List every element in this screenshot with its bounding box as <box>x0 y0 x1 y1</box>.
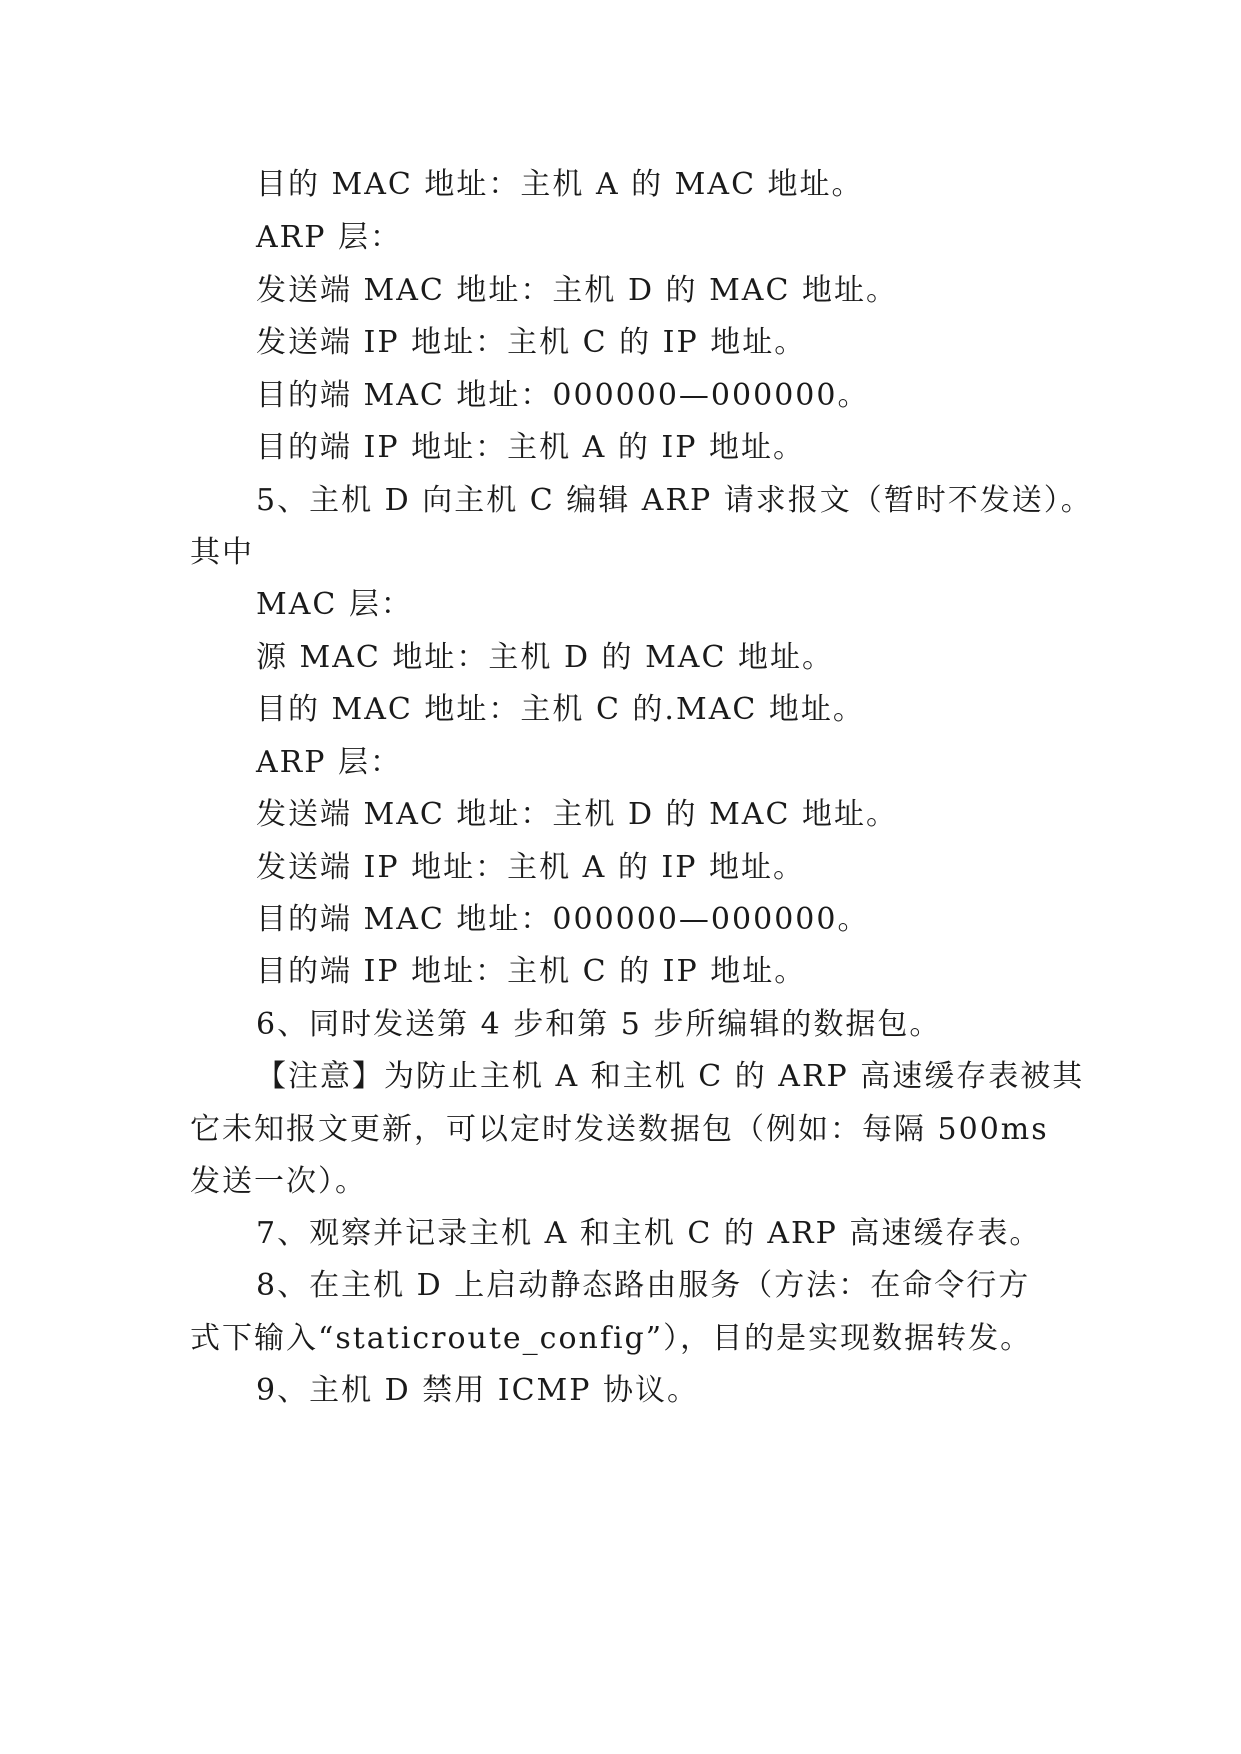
text-line: MAC 层： <box>256 587 413 622</box>
text-line: 发送端 MAC 地址：主机 D 的 MAC 地址。 <box>256 797 898 832</box>
text-line: 其中 <box>190 535 254 570</box>
text-line: 源 MAC 地址：主机 D 的 MAC 地址。 <box>256 640 834 675</box>
step-8-text: 式下输入“staticroute_config”），目的是实现数据转发。 <box>190 1321 1033 1356</box>
text-line: 发送端 MAC 地址：主机 D 的 MAC 地址。 <box>256 273 898 308</box>
text-line: 目的端 MAC 地址：000000—000000。 <box>256 378 870 413</box>
step-8-text: 8、在主机 D 上启动静态路由服务（方法：在命令行方 <box>256 1268 1031 1303</box>
text-line: ARP 层： <box>256 745 402 780</box>
note-text: 它未知报文更新，可以定时发送数据包（例如：每隔 500ms <box>190 1112 1049 1147</box>
step-7-text: 7、观察并记录主机 A 和主机 C 的 ARP 高速缓存表。 <box>256 1216 1042 1251</box>
step-6-text: 6、同时发送第 4 步和第 5 步所编辑的数据包。 <box>256 1007 942 1042</box>
text-line: 发送端 IP 地址：主机 C 的 IP 地址。 <box>256 325 807 360</box>
text-line: 目的端 IP 地址：主机 C 的 IP 地址。 <box>256 954 807 989</box>
text-line: ARP 层： <box>256 220 402 255</box>
text-line: 目的 MAC 地址：主机 A 的 MAC 地址。 <box>256 167 864 202</box>
note-text: 发送一次）。 <box>190 1164 367 1199</box>
step-9-text: 9、主机 D 禁用 ICMP 协议。 <box>256 1373 699 1408</box>
step-5-text: 5、主机 D 向主机 C 编辑 ARP 请求报文（暂时不发送）。 <box>256 483 1093 518</box>
text-line: 目的端 MAC 地址：000000—000000。 <box>256 902 870 937</box>
text-line: 目的 MAC 地址：主机 C 的.MAC 地址。 <box>256 692 865 727</box>
text-line: 发送端 IP 地址：主机 A 的 IP 地址。 <box>256 850 805 885</box>
text-line: 目的端 IP 地址：主机 A 的 IP 地址。 <box>256 430 805 465</box>
note-text: 【注意】为防止主机 A 和主机 C 的 ARP 高速缓存表被其 <box>256 1059 1085 1094</box>
